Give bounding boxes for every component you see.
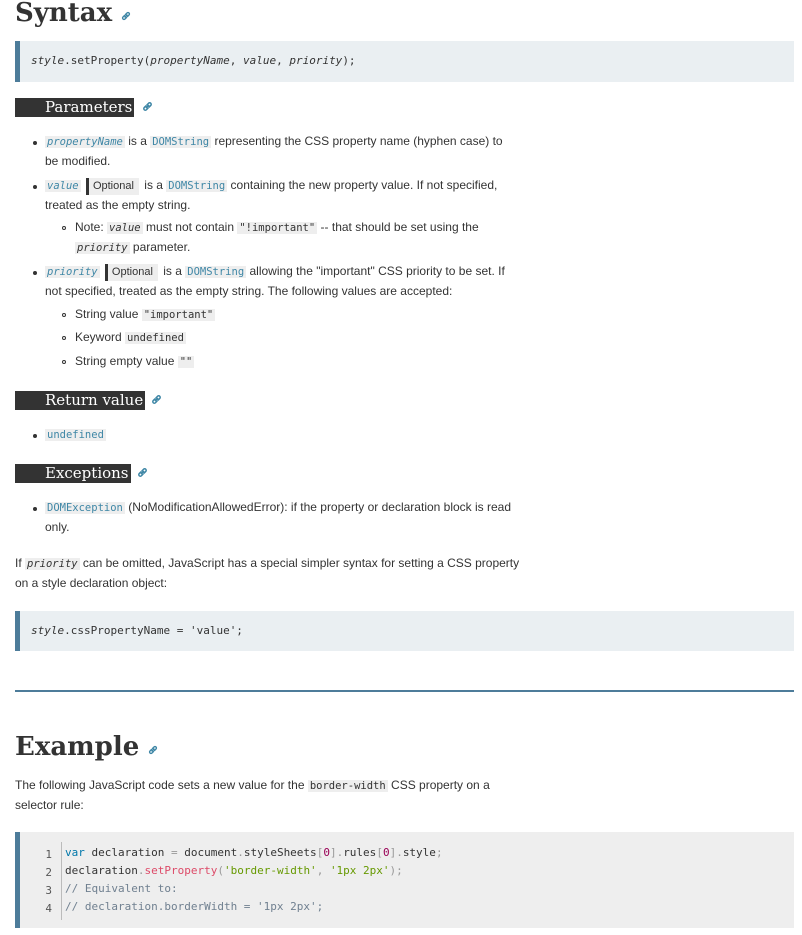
text: be modified. <box>45 154 111 168</box>
sub-bullet <box>62 313 66 317</box>
code-token: . <box>336 846 344 859</box>
simpler-syntax-paragraph <box>15 554 525 593</box>
code-token: . <box>237 846 244 859</box>
code-token: '1px 2px' <box>329 864 390 877</box>
code-token: ); <box>342 54 356 67</box>
link-icon[interactable] <box>141 100 154 116</box>
code-token: [ <box>376 846 383 859</box>
example-heading <box>15 734 159 761</box>
domstring-link[interactable]: DOMString <box>187 266 245 278</box>
sub-bullet <box>62 336 66 340</box>
code-token: priority <box>289 54 343 67</box>
code-token: , <box>276 54 290 67</box>
code-line-2 <box>65 864 403 877</box>
code-line-3: // Equivalent to: <box>65 882 178 895</box>
code-token: setProperty <box>144 864 218 877</box>
code-token: styleSheets <box>243 846 317 859</box>
parameters-heading <box>15 98 134 117</box>
param-property-name <box>45 132 525 171</box>
code-token: style <box>31 54 65 67</box>
text: (NoModificationAllowedError): if the property or declaration block is read <box>124 500 512 514</box>
code-line-4: // declaration.borderWidth = '1px 2px'; <box>65 900 324 913</box>
code-token: = <box>170 846 178 859</box>
line-number: 3 <box>45 884 52 897</box>
text: String value <box>75 307 142 321</box>
text: on a style declaration object: <box>15 576 168 590</box>
text: must not contain <box>142 220 238 234</box>
link-icon[interactable] <box>120 1 132 27</box>
exception-item <box>45 498 525 537</box>
text: can be omitted, JavaScript has a special simpler syntax for setting a CSS property <box>79 556 520 570</box>
exceptions-title: Exceptions <box>45 464 129 482</box>
text: Note: <box>75 220 108 234</box>
domexception-link[interactable]: DOMException <box>47 502 123 514</box>
inline-code: undefined <box>127 332 184 344</box>
return-value-title: Return value <box>45 391 144 409</box>
code-token: [ <box>316 846 324 859</box>
link-icon[interactable] <box>147 735 159 761</box>
text: is a <box>140 178 167 192</box>
line-number: 1 <box>45 848 52 861</box>
code-token: ] <box>389 846 397 859</box>
simpler-code-block <box>15 611 794 651</box>
code-token: value <box>242 54 277 67</box>
param-value <box>45 176 525 215</box>
exceptions-heading <box>15 464 131 483</box>
domstring-link[interactable]: DOMString <box>152 136 210 148</box>
code-token: style <box>31 624 65 637</box>
bullet <box>33 271 37 275</box>
text: containing the new property value. If not specified, <box>227 178 498 192</box>
line-number: 4 <box>45 902 52 915</box>
syntax-code-block <box>15 41 794 82</box>
sub-bullet <box>62 226 66 230</box>
return-value-heading <box>15 391 145 410</box>
param-name-link[interactable]: priority <box>47 266 98 278</box>
text: If <box>15 556 26 570</box>
code-token: ); <box>389 864 403 877</box>
optional-badge: Optional <box>105 264 158 281</box>
code-token: propertyName <box>150 54 230 67</box>
accepted-value-empty <box>75 352 194 372</box>
code-token: ; <box>435 846 443 859</box>
link-icon[interactable] <box>136 466 149 482</box>
inline-code: "important" <box>143 309 214 321</box>
line-number: 2 <box>45 866 52 879</box>
syntax-title: Syntax <box>15 0 113 28</box>
code-token: declaration <box>84 846 171 859</box>
inline-code: "" <box>179 356 193 368</box>
text: CSS property on a <box>387 778 490 792</box>
accepted-value-important <box>75 305 215 325</box>
param-priority <box>45 262 525 301</box>
syntax-heading <box>15 0 132 27</box>
code-token: var <box>65 846 85 859</box>
link-icon[interactable] <box>150 393 163 409</box>
section-divider <box>15 690 794 692</box>
inline-code: value <box>109 222 141 234</box>
code-token: ] <box>329 846 337 859</box>
param-name-link[interactable]: value <box>47 180 79 192</box>
parameters-title: Parameters <box>45 98 133 116</box>
line-gutter <box>61 842 62 920</box>
code-token: rules <box>343 846 377 859</box>
note-item <box>75 218 525 258</box>
text: String empty value <box>75 354 178 368</box>
bullet <box>33 507 37 511</box>
sub-bullet <box>62 360 66 364</box>
inline-code: priority <box>77 242 128 254</box>
code-token: 'border-width' <box>223 864 317 877</box>
code-token: 0 <box>382 846 390 859</box>
text: treated as the empty string. <box>45 198 191 212</box>
bullet <box>33 141 37 145</box>
accepted-value-undefined <box>75 328 186 348</box>
code-token: declaration <box>65 864 138 877</box>
param-name-link[interactable]: propertyName <box>47 136 123 148</box>
text: allowing the "important" CSS priority to be set. If <box>246 264 505 278</box>
code-token: 0 <box>323 846 330 859</box>
code-token: .cssPropertyName = 'value'; <box>64 624 243 637</box>
text: Keyword <box>75 330 126 344</box>
inline-code: border-width <box>309 780 386 792</box>
text: only. <box>45 520 70 534</box>
domstring-link[interactable]: DOMString <box>168 180 226 192</box>
example-code-block <box>15 832 794 928</box>
example-paragraph <box>15 776 525 815</box>
bullet <box>33 434 37 438</box>
inline-code: priority <box>27 558 78 570</box>
bullet <box>33 185 37 189</box>
optional-badge: Optional <box>86 178 139 195</box>
text: selector rule: <box>15 798 84 812</box>
code-token: . <box>137 864 145 877</box>
code-token: , <box>229 54 243 67</box>
text: The following JavaScript code sets a new value for the <box>15 778 308 792</box>
code-token: style <box>402 846 436 859</box>
example-title: Example <box>15 732 140 762</box>
code-token: .setProperty( <box>64 54 151 67</box>
text: parameter. <box>129 240 191 254</box>
undefined-link[interactable]: undefined <box>47 429 104 441</box>
code-token: . <box>396 846 403 859</box>
text: -- that should be set using the <box>317 220 479 234</box>
code-token: document <box>177 846 238 859</box>
text: is a <box>124 134 151 148</box>
text: is a <box>159 264 186 278</box>
text: not specified, treated as the empty string. The following values are accepted: <box>45 284 453 298</box>
code-token: ( <box>217 864 224 877</box>
code-line-1 <box>65 846 443 859</box>
inline-code: "!important" <box>239 222 316 234</box>
code-token: , <box>316 864 330 877</box>
text: representing the CSS property name (hyphen case) to <box>211 134 503 148</box>
return-item <box>45 425 106 445</box>
